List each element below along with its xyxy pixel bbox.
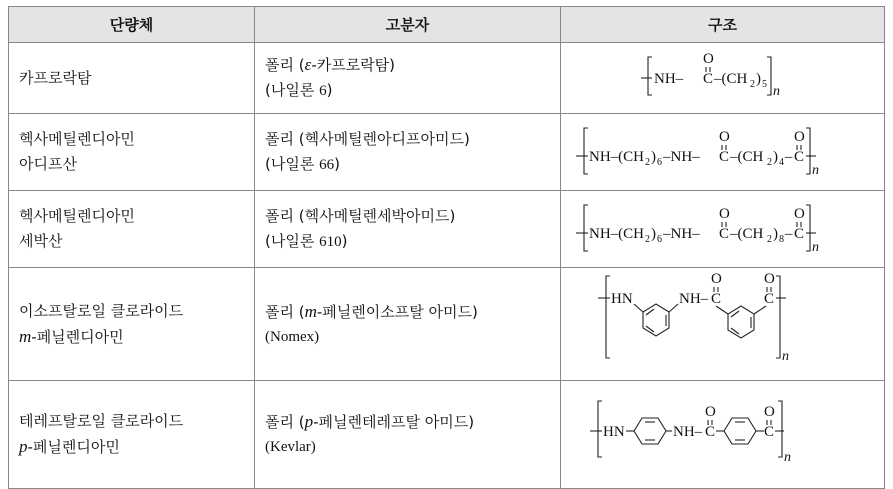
monomer-cell: 카프로락탐 bbox=[9, 43, 255, 114]
svg-text:n: n bbox=[811, 240, 819, 255]
svg-text:C: C bbox=[704, 423, 715, 440]
svg-text:NH–: NH– bbox=[672, 423, 702, 440]
svg-text:5: 5 bbox=[761, 79, 767, 90]
svg-text:C: C bbox=[763, 423, 774, 440]
structure-cell bbox=[561, 114, 885, 191]
svg-text:O: O bbox=[763, 271, 775, 287]
svg-text:C: C bbox=[702, 71, 713, 87]
svg-text:C: C bbox=[718, 149, 729, 165]
svg-text:8: 8 bbox=[778, 234, 784, 245]
structure-cell bbox=[561, 381, 885, 489]
svg-text:2: 2 bbox=[766, 157, 772, 168]
monomer-cell: 이소프탈로일 클로라이드 m-페닐렌디아민 bbox=[9, 268, 255, 381]
svg-text:–(CH: –(CH bbox=[729, 226, 763, 242]
header-structure: 구조 bbox=[561, 7, 885, 43]
header-polymer: 고분자 bbox=[255, 7, 561, 43]
header-monomer: 단량체 bbox=[9, 7, 255, 43]
table-row bbox=[9, 114, 885, 191]
header-row bbox=[9, 7, 885, 43]
svg-text:–: – bbox=[784, 226, 792, 242]
svg-text:2: 2 bbox=[644, 157, 650, 168]
svg-text:O: O bbox=[718, 206, 730, 222]
svg-text:C: C bbox=[718, 226, 729, 242]
table-row bbox=[9, 268, 885, 381]
svg-text:O: O bbox=[702, 51, 714, 67]
svg-text:NH–(CH: NH–(CH bbox=[588, 149, 644, 165]
table-row bbox=[9, 43, 885, 114]
table-row bbox=[9, 381, 885, 489]
svg-text:n: n bbox=[781, 349, 789, 364]
structure-cell bbox=[561, 268, 885, 381]
svg-text:C: C bbox=[793, 226, 804, 242]
svg-text:O: O bbox=[793, 206, 805, 222]
svg-text:2: 2 bbox=[766, 234, 772, 245]
svg-text:n: n bbox=[811, 163, 819, 178]
polymer-cell: 폴리 (헥사메틸렌아디프아미드) (나일론 66) bbox=[255, 114, 561, 191]
svg-text:HN: HN bbox=[602, 423, 625, 440]
svg-text:): ) bbox=[650, 149, 656, 165]
svg-text:NH–: NH– bbox=[653, 71, 683, 87]
svg-text:C: C bbox=[710, 291, 721, 307]
svg-text:NH–: NH– bbox=[678, 291, 708, 307]
svg-text:6: 6 bbox=[656, 157, 662, 168]
svg-text:–NH–: –NH– bbox=[662, 149, 700, 165]
svg-text:O: O bbox=[718, 129, 730, 145]
svg-text:–(CH: –(CH bbox=[713, 71, 747, 87]
svg-text:): ) bbox=[755, 71, 761, 87]
svg-text:C: C bbox=[793, 149, 804, 165]
svg-text:): ) bbox=[772, 149, 778, 165]
svg-text:O: O bbox=[793, 129, 805, 145]
svg-text:2: 2 bbox=[749, 79, 755, 90]
svg-text:n: n bbox=[783, 449, 791, 465]
svg-text:–(CH: –(CH bbox=[729, 149, 763, 165]
structure-cell bbox=[561, 43, 885, 114]
svg-text:–: – bbox=[784, 149, 792, 165]
monomer-cell: 헥사메틸렌디아민 아디프산 bbox=[9, 114, 255, 191]
nomex-structure bbox=[568, 268, 878, 372]
svg-text:2: 2 bbox=[644, 234, 650, 245]
monomer-cell: 헥사메틸렌디아민 세박산 bbox=[9, 191, 255, 268]
table-row bbox=[9, 191, 885, 268]
polymer-table bbox=[8, 6, 885, 489]
nylon6-structure bbox=[568, 43, 878, 105]
polymer-cell: 폴리 (p-페닐렌테레프탈 아미드) (Kevlar) bbox=[255, 381, 561, 489]
svg-text:C: C bbox=[763, 291, 774, 307]
svg-text:): ) bbox=[650, 226, 656, 242]
structure-cell bbox=[561, 191, 885, 268]
polymer-cell: 폴리 (헥사메틸렌세박아미드) (나일론 610) bbox=[255, 191, 561, 268]
svg-text:–NH–: –NH– bbox=[662, 226, 700, 242]
kevlar-structure bbox=[568, 391, 878, 471]
monomer-cell: 테레프탈로일 클로라이드 p-페닐렌디아민 bbox=[9, 381, 255, 489]
svg-text:O: O bbox=[763, 403, 775, 420]
svg-text:NH–(CH: NH–(CH bbox=[588, 226, 644, 242]
svg-text:HN: HN bbox=[610, 291, 633, 307]
svg-text:): ) bbox=[772, 226, 778, 242]
svg-text:O: O bbox=[710, 271, 722, 287]
polymer-cell: 폴리 (m-페닐렌이소프탈 아미드) (Nomex) bbox=[255, 268, 561, 381]
svg-text:n: n bbox=[772, 84, 780, 99]
polymer-cell: 폴리 (ε-카프로락탐) (나일론 6) bbox=[255, 43, 561, 114]
nylon610-structure bbox=[568, 191, 878, 259]
svg-text:O: O bbox=[704, 403, 716, 420]
svg-text:6: 6 bbox=[656, 234, 662, 245]
nylon66-structure bbox=[568, 114, 878, 182]
svg-text:4: 4 bbox=[778, 157, 784, 168]
